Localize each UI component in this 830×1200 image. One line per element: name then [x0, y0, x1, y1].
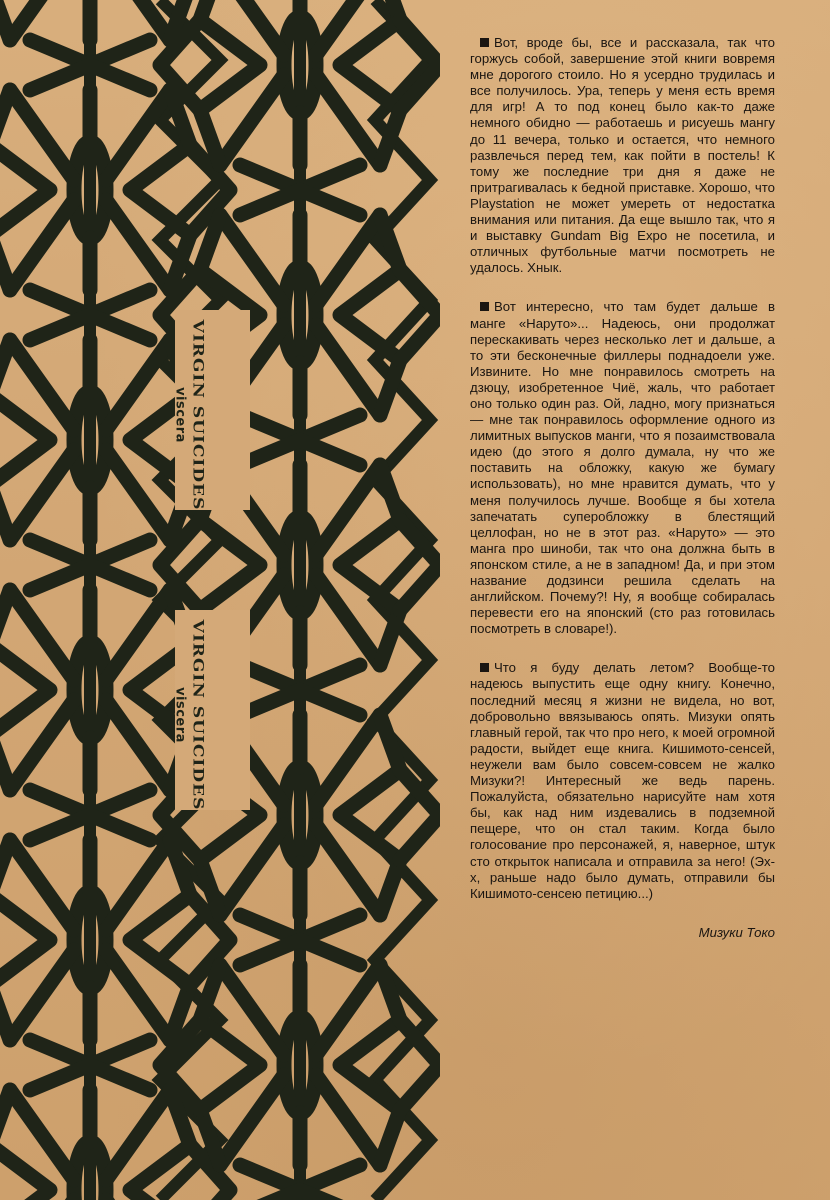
spine-label-bottom [170, 619, 210, 811]
spine-title: VIRGIN SUICIDES [189, 619, 206, 811]
spine-subtitle: viscera [172, 687, 188, 743]
paragraph: Вот, вроде бы, все и рассказала, так что горжусь собой, завершение этой книги вовремя мне дорогого стоило. Но я усердно трудилась и все получилось. Ура, теперь у меня есть время для игр! А то под конец было как-то даже немного обидно — работаешь и рисуешь мангу до 11 вечера, только и остается, что немного развлечься перед тем, как пойти в постель! К тому же последние три дня я даже не притрагивалась к бедной приставке. Хорошо, что Playstation не может умереть от недостатка внимания или питания. Да еще вышло так, что я и выставку Gundam Big Expo не посетила, и отличных футбольные матчи посмотреть не удалось. Хнык. [470, 35, 775, 276]
spine-label-top [170, 319, 210, 511]
square-bullet-icon [480, 38, 489, 47]
square-bullet-icon [480, 663, 489, 672]
author-signature: Мизуки Токо [698, 924, 775, 940]
article-text [470, 35, 775, 941]
square-bullet-icon [480, 302, 489, 311]
paragraph: Вот интересно, что там будет дальше в манге «Наруто»... Надеюсь, они продолжат перескакивать через несколько лет и дальше, а то эти бесконечные филлеры поднадоели уже. Извините. Но мне понравилось смотреть на дзюцу, изобретенное Чиё, жаль, что работает оно только один раз. Ой, ладно, могу признаться — мне так понравилось оформление одного из лимитных выпусков манги, что я позаимствовала идею (до этого я долго думала, ну что же поставить на обложку, какую же бумагу использовать), но мне нравится думать, что у меня получилось лучше. Вообще я бы хотела запечатать суперобложку в блестящий целлофан, но не в этот раз. «Наруто» — это манга про шиноби, так что она должна быть в японском стиле, а не в западном! Да, и при этом название додзинси решила сделать на английском. Почему?! Ну, я вообще собиралась перевести его на японский (сто раз готовилась посмотреть в словаре!). [470, 299, 775, 637]
paragraph: Что я буду делать летом? Вообще-то надеюсь выпустить еще одну книгу. Конечно, последний месяц я жизни не видела, но вот, добровольно ввязываюсь опять. Мизуки опять главный герой, так что про него, к моей огромной радости, выйдет еще книга. Кишимото-сенсей, неужели вам было совсем-совсем не жалко Мизуки?! Интересный же ведь парень. Пожалуйста, обязательно нарисуйте нам хотя бы, как над ним издевались в подземной пещере, что он стал таким. Когда было голосование про персонажей, я, наверное, штук сто открыток написала и отправила за него! (Эх-х, раньше надо было думать, отправили бы Кишимото-сенсею петицию...) [470, 660, 775, 901]
spine-subtitle: viscera [172, 387, 188, 443]
spine-title: VIRGIN SUICIDES [189, 319, 206, 511]
